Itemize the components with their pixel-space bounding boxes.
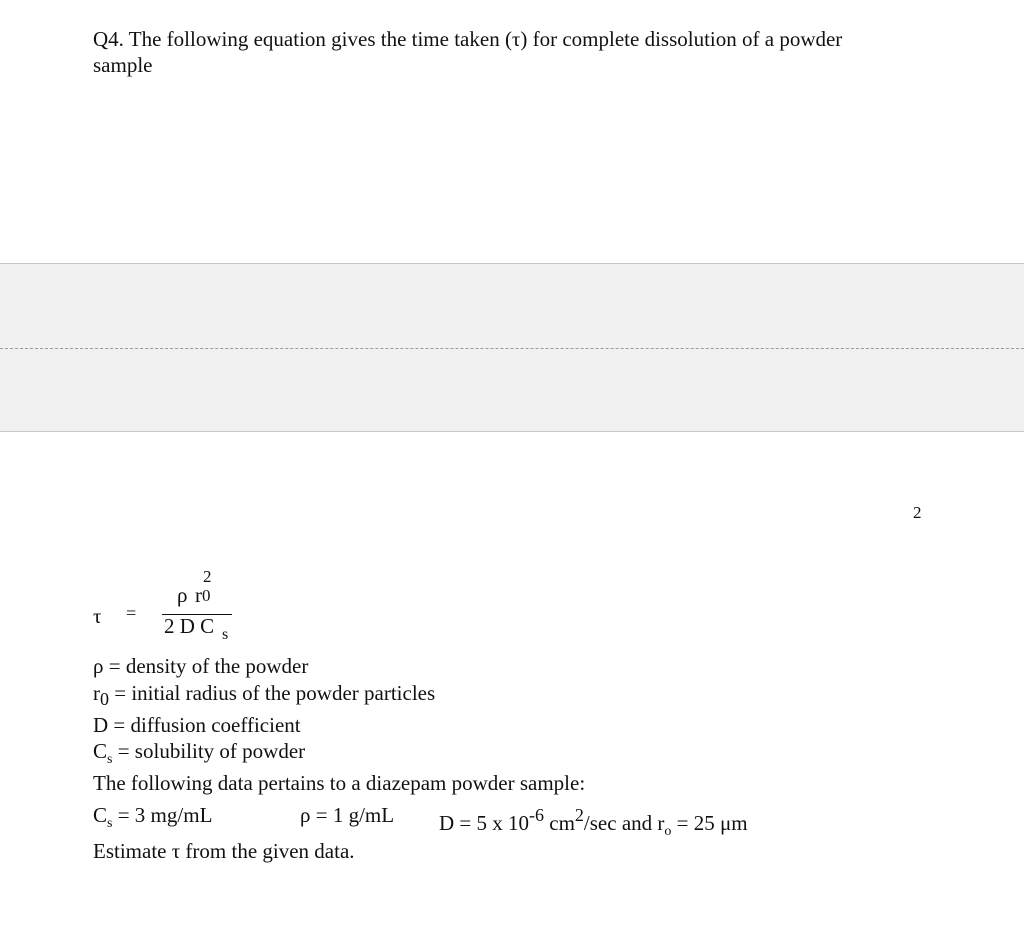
question-line-2: sample [93, 53, 153, 77]
definition-solubility [93, 738, 305, 773]
definition-text: = diffusion coefficient [108, 713, 301, 737]
cs-symbol: C [93, 803, 108, 827]
page-gap [0, 263, 1024, 432]
data-cs [93, 802, 212, 837]
d-unit: cm [544, 811, 575, 835]
cs-value: = 3 mg/mL [112, 803, 213, 827]
definition-text: = solubility of powder [112, 739, 306, 763]
numerator-subscript: 0 [202, 586, 211, 605]
data-intro: The following data pertains to a diazepam powder sample: [93, 771, 586, 795]
r-subscript: o [664, 824, 672, 839]
definition-diffusion [93, 712, 301, 738]
numerator-rho: ρ [177, 583, 188, 607]
definition-density [93, 653, 308, 679]
r-value: = 25 μm [671, 811, 748, 835]
instruction: Estimate τ from the given data. [93, 839, 355, 863]
definition-symbol: ρ [93, 654, 104, 678]
numerator-r: r [195, 583, 202, 607]
equation-equals: = [126, 603, 137, 623]
definition-symbol: r [93, 681, 100, 705]
numerator-exponent: 2 [203, 567, 212, 586]
d-prefix: D = 5 x 10 [439, 811, 530, 835]
definition-subscript: 0 [100, 689, 109, 709]
denominator-main: 2 D C [164, 614, 215, 638]
page-number: 2 [913, 503, 922, 522]
definition-text: = initial radius of the powder particles [109, 681, 436, 705]
question-line-1: Q4. The following equation gives the time taken (τ) for complete dissolution of a powder [93, 27, 843, 51]
d-unit-exponent: 2 [574, 805, 584, 825]
cs-subscript: s [107, 816, 113, 831]
denominator-subscript: s [222, 626, 229, 643]
page-break-line [0, 348, 1024, 349]
data-d-and-r [439, 802, 748, 845]
equation-lhs: τ [93, 604, 102, 628]
definition-symbol: D [93, 713, 109, 737]
definition-subscript: s [107, 752, 113, 767]
d-exponent: -6 [529, 805, 545, 825]
definition-symbol: C [93, 739, 108, 763]
d-suffix: /sec and r [583, 811, 665, 835]
data-rho: ρ = 1 g/mL [300, 803, 395, 827]
definition-radius [93, 680, 435, 712]
definition-text: = density of the powder [103, 654, 309, 678]
